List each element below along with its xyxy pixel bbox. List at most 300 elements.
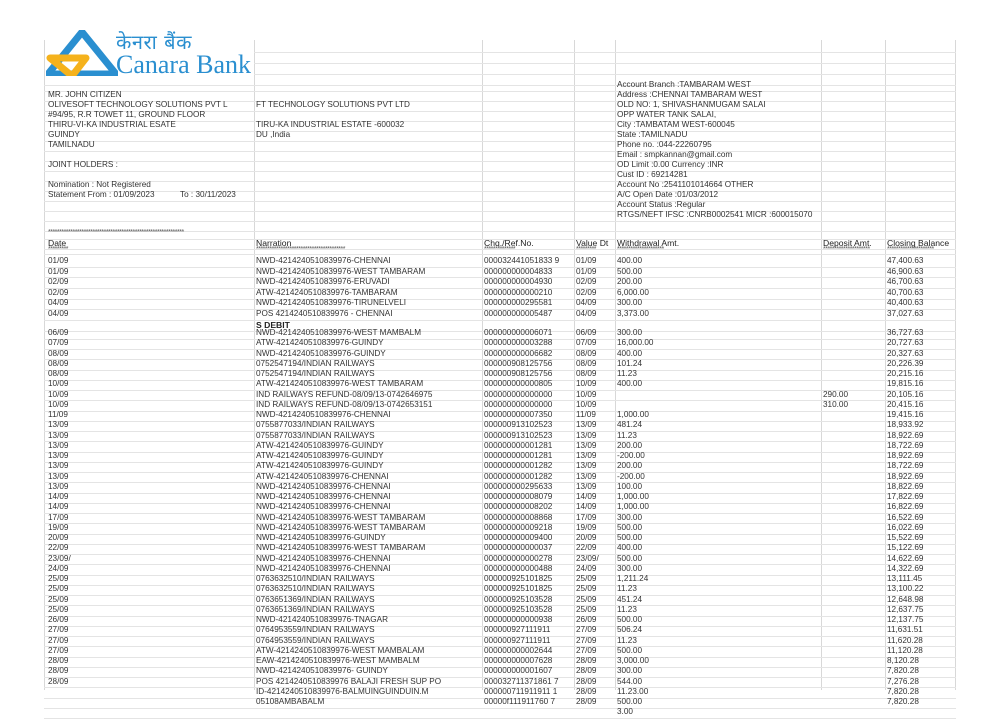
cell-chq-ref: 000000908125756 — [484, 369, 553, 378]
cell-chq-ref: 000000000000037 — [484, 543, 553, 553]
cell-date: 14/09 — [48, 492, 69, 501]
cell-value-date: 13/09 — [576, 430, 597, 440]
cell-narration: 05108AMBABALM — [256, 697, 325, 706]
cell-narration: 0763651369/INDIAN RAILWAYS — [256, 594, 375, 604]
cell-closing-balance: 36,727.63 — [887, 328, 924, 337]
cell-withdrawal: 3,000.00 — [617, 656, 649, 665]
cust-id: Cust ID : 69214281 — [617, 170, 688, 179]
cell-date: 04/09 — [48, 298, 69, 308]
cell-narration: NWD-4214240510839976-CHENNAI — [256, 502, 391, 512]
cell-closing-balance: 18,722.69 — [887, 461, 924, 471]
cell-withdrawal: 1,000.00 — [617, 492, 649, 501]
cell-closing-balance: 12,137.75 — [887, 615, 924, 624]
cell-narration: NWD-4214240510839976-GUINDY — [256, 348, 386, 358]
cell-closing-balance: 15,522.69 — [887, 533, 924, 542]
cell-withdrawal: 500.00 — [617, 697, 643, 706]
cell-narration: 0752547194/INDIAN RAILWAYS — [256, 369, 375, 378]
cell-chq-ref: 000000000001282 — [484, 461, 553, 471]
cell-value-date: 19/09 — [576, 522, 597, 532]
customer-address-line: THIRU-VI-KA INDUSTRIAL ESATE — [48, 120, 176, 129]
cell-value-date: 13/09 — [576, 481, 597, 491]
cell-chq-ref: 000000000009218 — [484, 522, 553, 532]
cell-withdrawal: 101.24 — [617, 358, 643, 368]
table-row — [44, 707, 956, 719]
statement-to: To : 30/11/2023 — [180, 190, 236, 199]
cell-chq-ref: 000032441051833 9 — [484, 256, 560, 265]
cell-date: 26/09 — [48, 615, 69, 624]
cell-withdrawal: 500.00 — [617, 645, 643, 655]
cell-value-date: 13/09 — [576, 471, 597, 481]
cell-narration: ATW-4214240510839976-WEST TAMBARAM — [256, 379, 424, 389]
cell-narration: NWD-4214240510839976-CHENNAI — [256, 492, 391, 501]
cell-chq-ref: 000000000001607 — [484, 666, 553, 676]
cell-value-date: 14/09 — [576, 492, 597, 501]
cell-withdrawal: 6,000.00 — [617, 287, 649, 297]
cell-withdrawal: 11.23.00 — [617, 686, 649, 696]
cell-closing-balance: 18,722.69 — [887, 440, 924, 450]
cell-value-date: 14/09 — [576, 502, 597, 512]
cell-value-date: 07/09 — [576, 338, 597, 348]
cell-date: 28/09 — [48, 676, 69, 686]
stars: ********************* — [887, 246, 934, 253]
cell-chq-ref: 000000913102523 — [484, 430, 553, 440]
cell-narration: ATW-4214240510839976-GUINDY — [256, 440, 384, 450]
cell-closing-balance: 20,727.63 — [887, 338, 924, 348]
customer-name: MR. JOHN CITIZEN — [48, 90, 122, 99]
cell-narration: 0763632510/INDIAN RAILWAYS — [256, 584, 375, 594]
cell-withdrawal: 500.00 — [617, 553, 643, 563]
cell-date: 08/09 — [48, 358, 69, 368]
cell-closing-balance: 18,922.69 — [887, 471, 924, 481]
cell-closing-balance: 18,822.69 — [887, 481, 924, 491]
cell-withdrawal: -200.00 — [617, 471, 645, 481]
cell-date: 14/09 — [48, 502, 69, 512]
account-status: Account Status :Regular — [617, 200, 706, 209]
cell-narration: ATW-4214240510839976-GUINDY — [256, 338, 384, 348]
cell-value-date: 08/09 — [576, 369, 597, 378]
col-withdrawal: Withdrawal Amt. — [617, 238, 680, 248]
cell-closing-balance: 40,400.63 — [887, 298, 924, 308]
cell-chq-ref: 000000000000488 — [484, 563, 553, 573]
cell-withdrawal: 11.23 — [617, 635, 637, 645]
cell-closing-balance: 13,100.22 — [887, 584, 924, 594]
cell-date: 01/09 — [48, 256, 69, 265]
statement-from: Statement From : 01/09/2023 — [48, 190, 155, 199]
cell-closing-balance: 13,111.45 — [887, 574, 923, 583]
cell-withdrawal: 11.23 — [617, 430, 637, 440]
cell-date: 06/09 — [48, 328, 69, 337]
cell-date: 28/09 — [48, 666, 69, 676]
cell-withdrawal: 400.00 — [617, 256, 643, 265]
cell-value-date: 08/09 — [576, 358, 597, 368]
cell-withdrawal: 500.00 — [617, 522, 643, 532]
cell-withdrawal: -200.00 — [617, 451, 645, 460]
cell-chq-ref: 000000000002644 — [484, 645, 553, 655]
col-date: Date — [48, 238, 67, 248]
cell-date: 04/09 — [48, 309, 69, 318]
cell-chq-ref: 000000908125756 — [484, 358, 553, 368]
cell-closing-balance: 12,637.75 — [887, 604, 924, 614]
cell-chq-ref: 000000000007350 — [484, 410, 553, 419]
cell-chq-ref: 000000000004833 — [484, 266, 553, 276]
cell-date: 10/09 — [48, 379, 69, 389]
cell-closing-balance: 46,700.63 — [887, 277, 924, 287]
cell-narration: 0764953559/INDIAN RAILWAYS — [256, 625, 375, 635]
cell-chq-ref: 000000000001281 — [484, 451, 553, 460]
cell-narration: NWD-4214240510839976-WEST TAMBARAM — [256, 512, 426, 522]
cell-value-date: 27/09 — [576, 635, 597, 645]
email: Email : smpkannan@gmail.com — [617, 150, 733, 159]
cell-closing-balance: 7,276.28 — [887, 676, 919, 686]
cell-withdrawal: 400.00 — [617, 543, 643, 553]
cell-withdrawal: 300.00 — [617, 328, 643, 337]
customer-address-alt: DU ,India — [256, 130, 291, 139]
cell-date: 13/09 — [48, 461, 69, 471]
cell-value-date: 02/09 — [576, 287, 597, 297]
cell-narration: IND RAILWAYS REFUND-08/09/13-0742646975 — [256, 389, 433, 399]
cell-chq-ref: 000000927111911 — [484, 625, 551, 635]
cell-date: 25/09 — [48, 574, 69, 583]
customer-address-line: OLIVESOFT TECHNOLOGY SOLUTIONS PVT L — [48, 100, 228, 109]
cell-narration: NWD-4214240510839976- GUINDY — [256, 666, 388, 676]
cell-chq-ref: 000000000005487 — [484, 309, 553, 318]
cell-value-date: 10/09 — [576, 399, 597, 409]
cell-narration: NWD-4214240510839976-GUINDY — [256, 533, 386, 542]
cell-date: 23/09/ — [48, 553, 71, 563]
cell-closing-balance: 7,820.28 — [887, 697, 919, 706]
cell-chq-ref: 000000925101825 — [484, 584, 553, 594]
branch-city: City :TAMBATAM WEST-600045 — [617, 120, 735, 129]
cell-narration: POS 4214240510839976 - CHENNAI — [256, 309, 393, 318]
cell-value-date: 27/09 — [576, 625, 597, 635]
cell-chq-ref: 000000000009400 — [484, 533, 553, 542]
cell-date: 07/09 — [48, 338, 69, 348]
cell-closing-balance: 14,322.69 — [887, 563, 924, 573]
col-closing-balance: Closing Balance — [887, 238, 950, 248]
cell-withdrawal: 11.23 — [617, 369, 637, 378]
cell-value-date: 20/09 — [576, 533, 597, 542]
col-narration: Narration — [256, 238, 292, 248]
cell-narration: NWD-4214240510839976-CHENNAI — [256, 410, 391, 419]
account-branch: Account Branch :TAMBARAM WEST — [617, 80, 752, 89]
cell-narration: NWD-4214240510839976-WEST TAMBARAM — [256, 522, 426, 532]
cell-withdrawal: 481.24 — [617, 420, 643, 430]
cell-chq-ref: 000000925103528 — [484, 594, 553, 604]
ifsc-micr: RTGS/NEFT IFSC :CNRB0002541 MICR :600015070 — [617, 210, 813, 219]
cell-withdrawal: 451.24 — [617, 594, 643, 604]
cell-withdrawal: 200.00 — [617, 277, 643, 287]
cell-value-date: 04/09 — [576, 309, 597, 318]
cell-narration: ATW-4214240510839976-WEST MAMBALAM — [256, 645, 425, 655]
cell-withdrawal: 506.24 — [617, 625, 643, 635]
cell-date: 10/09 — [48, 389, 69, 399]
cell-narration: NWD-4214240510839976-WEST TAMBARAM — [256, 266, 426, 276]
cell-date: 22/09 — [48, 543, 69, 553]
cell-withdrawal: 1,000.00 — [617, 410, 649, 419]
cell-closing-balance: 11,631.51 — [887, 625, 923, 635]
cell-narration: 0763632510/INDIAN RAILWAYS — [256, 574, 375, 583]
cell-date: 13/09 — [48, 481, 69, 491]
cell-date: 27/09 — [48, 645, 69, 655]
account-number: Account No :2541101014664 OTHER — [617, 180, 754, 189]
cell-value-date: 06/09 — [576, 328, 597, 337]
cell-value-date: 25/09 — [576, 584, 597, 594]
cell-date: 17/09 — [48, 512, 69, 522]
cell-value-date: 13/09 — [576, 440, 597, 450]
customer-address-alt: TIRU-KA INDUSTRIAL ESTATE -600032 — [256, 120, 405, 129]
cell-narration: NWD-4214240510839976-CHENNAI — [256, 481, 391, 491]
branch-address: Address :CHENNAI TAMBARAM WEST — [617, 90, 763, 99]
cell-date: 25/09 — [48, 584, 69, 594]
cell-withdrawal: 400.00 — [617, 379, 643, 389]
cell-closing-balance: 7,820.28 — [887, 686, 919, 696]
cell-chq-ref: 000000711911911 1 — [484, 686, 558, 696]
cell-withdrawal: 300.00 — [617, 298, 643, 308]
cell-narration: 0755877033/INDIAN RAILWAYS — [256, 430, 375, 440]
cell-date: 02/09 — [48, 287, 69, 297]
cell-closing-balance: 11,620.28 — [887, 635, 923, 645]
branch-address-line: OLD NO: 1, SHIVASHANMUGAM SALAI — [617, 100, 766, 109]
od-limit-currency: OD Limit :0.00 Currency :INR — [617, 160, 724, 169]
cell-narration: ID-4214240510839976-BALMUINGUINDUIN.M — [256, 686, 429, 696]
cell-narration: 0764953559/INDIAN RAILWAYS — [256, 635, 375, 645]
cell-deposit: 290.00 — [823, 389, 849, 399]
cell-date: 25/09 — [48, 604, 69, 614]
stars: **************************************** — [256, 246, 345, 253]
cell-chq-ref: 000000000008868 — [484, 512, 553, 522]
cell-narration: NWD-4214240510839976-WEST TAMBARAM — [256, 543, 426, 553]
cell-narration: NWD-4214240510839976-WEST MAMBALM — [256, 328, 422, 337]
cell-withdrawal: 11.23 — [617, 584, 637, 594]
cell-narration: 0752547194/INDIAN RAILWAYS — [256, 358, 375, 368]
col-value-date: Value Dt — [576, 238, 609, 248]
cell-chq-ref: 000000000000000 — [484, 389, 553, 399]
cell-closing-balance: 20,415.16 — [887, 399, 924, 409]
cell-date: 13/09 — [48, 471, 69, 481]
nomination: Nomination : Not Registered — [48, 180, 151, 189]
cell-narration: NWD-4214240510839976-TIRUNELVELI — [256, 298, 407, 308]
cell-value-date: 26/09 — [576, 615, 597, 624]
cell-chq-ref: 000000000007628 — [484, 656, 553, 665]
cell-narration: ATW-4214240510839976-GUINDY — [256, 461, 384, 471]
cell-value-date: 28/09 — [576, 697, 597, 706]
cell-value-date: 04/09 — [576, 298, 597, 308]
cell-chq-ref: 000000000003288 — [484, 338, 553, 348]
cell-narration: ATW-4214240510839976-CHENNAI — [256, 471, 389, 481]
cell-withdrawal: 544.00 — [617, 676, 643, 686]
cell-withdrawal: 500.00 — [617, 533, 643, 542]
cell-value-date: 28/09 — [576, 676, 597, 686]
ac-open-date: A/C Open Date :01/03/2012 — [617, 190, 719, 199]
cell-value-date: 25/09 — [576, 604, 597, 614]
cell-value-date: 08/09 — [576, 348, 597, 358]
cell-value-date: 28/09 — [576, 656, 597, 665]
cell-withdrawal: 500.00 — [617, 615, 643, 624]
cell-chq-ref: 000000000004930 — [484, 277, 553, 287]
cell-value-date: 17/09 — [576, 512, 597, 522]
cell-value-date: 11/09 — [576, 410, 596, 419]
cell-closing-balance: 11,120.28 — [887, 645, 923, 655]
cell-narration: NWD-4214240510839976-ERUVADI — [256, 277, 390, 287]
cell-value-date: 13/09 — [576, 420, 597, 430]
cell-withdrawal: 500.00 — [617, 266, 643, 276]
cell-chq-ref: 000000000006682 — [484, 348, 553, 358]
cell-date: 08/09 — [48, 348, 69, 358]
customer-address-alt: FT TECHNOLOGY SOLUTIONS PVT LTD — [256, 100, 410, 109]
col-chq-ref: Chq./Ref.No. — [484, 238, 534, 248]
cell-chq-ref: 000000000001282 — [484, 471, 553, 481]
cell-withdrawal: 1,000.00 — [617, 502, 649, 512]
cell-value-date: 25/09 — [576, 594, 597, 604]
customer-address-line: TAMILNADU — [48, 140, 95, 149]
cell-chq-ref: 000000000000210 — [484, 287, 553, 297]
cell-closing-balance: 19,415.16 — [887, 410, 924, 419]
cell-narration: NWD-4214240510839976-TNAGAR — [256, 615, 388, 624]
cell-narration: EAW-4214240510839976-WEST MAMBALM — [256, 656, 420, 665]
cell-chq-ref: 000032711371861 7 — [484, 676, 559, 686]
cell-date: 11/09 — [48, 410, 68, 419]
cell-withdrawal: 300.00 — [617, 563, 643, 573]
cell-closing-balance: 19,815.16 — [887, 379, 924, 389]
cell-value-date: 13/09 — [576, 461, 597, 471]
cell-value-date: 13/09 — [576, 451, 597, 460]
cell-date: 28/09 — [48, 656, 69, 665]
cell-date: 27/09 — [48, 635, 69, 645]
cell-date: 13/09 — [48, 430, 69, 440]
cell-closing-balance: 40,700.63 — [887, 287, 924, 297]
cell-chq-ref: 00000f111911760 7 — [484, 697, 556, 706]
cell-deposit: 310.00 — [823, 399, 849, 409]
stars: ********* — [576, 246, 597, 253]
header-stars-row — [44, 246, 956, 255]
cell-closing-balance: 18,933.92 — [887, 420, 924, 430]
cell-withdrawal: 3.00 — [617, 707, 633, 717]
cell-chq-ref: 000000000295581 — [484, 298, 553, 308]
cell-withdrawal: 100.00 — [617, 481, 643, 491]
cell-chq-ref: 000000000000938 — [484, 615, 553, 624]
cell-chq-ref: 000000000008079 — [484, 492, 553, 501]
cell-withdrawal: 1,211.24 — [617, 574, 649, 583]
canara-triangle-icon — [46, 30, 118, 76]
cell-closing-balance: 8,120.28 — [887, 656, 919, 665]
cell-value-date: 02/09 — [576, 277, 597, 287]
cell-value-date: 28/09 — [576, 686, 597, 696]
cell-value-date: 01/09 — [576, 256, 597, 265]
cell-closing-balance: 18,922.69 — [887, 451, 924, 460]
cell-closing-balance: 12,648.98 — [887, 594, 924, 604]
cell-chq-ref: 000000913102523 — [484, 420, 553, 430]
cell-narration: NWD-4214240510839976-CHENNAI — [256, 553, 391, 563]
stars: ********************* — [617, 246, 664, 253]
cell-date: 19/09 — [48, 522, 69, 532]
cell-value-date: 01/09 — [576, 266, 597, 276]
cell-narration: IND RAILWAYS REFUND-08/09/13-0742653151 — [256, 399, 433, 409]
cell-value-date: 25/09 — [576, 574, 597, 583]
cell-withdrawal: 200.00 — [617, 440, 643, 450]
joint-holders: JOINT HOLDERS : — [48, 160, 118, 169]
cell-chq-ref: 000000925101825 — [484, 574, 553, 583]
cell-narration: NWD-4214240510839976-CHENNAI — [256, 256, 391, 265]
cell-value-date: 10/09 — [576, 389, 597, 399]
cell-closing-balance: 20,215.16 — [887, 369, 924, 378]
cell-closing-balance: 7,820.28 — [887, 666, 919, 676]
cell-date: 27/09 — [48, 625, 69, 635]
cell-narration: 0763651369/INDIAN RAILWAYS — [256, 604, 375, 614]
cell-date: 10/09 — [48, 399, 69, 409]
branch-state: State :TAMILNADU — [617, 130, 688, 139]
cell-closing-balance: 15,122.69 — [887, 543, 924, 553]
cell-chq-ref: 000000000008202 — [484, 502, 553, 512]
cell-closing-balance: 17,822.69 — [887, 492, 924, 501]
branch-phone: Phone no. :044-22260795 — [617, 140, 712, 149]
cell-closing-balance: 37,027.63 — [887, 309, 924, 318]
cell-closing-balance: 20,226.39 — [887, 358, 924, 368]
cell-withdrawal: 200.00 — [617, 461, 643, 471]
cell-withdrawal: 3,373.00 — [617, 309, 649, 318]
cell-narration: 0755877033/INDIAN RAILWAYS — [256, 420, 375, 430]
cell-closing-balance: 16,522.69 — [887, 512, 924, 522]
cell-narration: ATW-4214240510839976-TAMBARAM — [256, 287, 398, 297]
cell-closing-balance: 16,822.69 — [887, 502, 924, 512]
cell-withdrawal: 11.23 — [617, 604, 637, 614]
cell-closing-balance: 16,022.69 — [887, 522, 924, 532]
cell-date: 02/09 — [48, 277, 69, 287]
cell-chq-ref: 000000927111911 — [484, 635, 551, 645]
bank-name-english: Canara Bank — [116, 50, 252, 79]
cell-withdrawal: 300.00 — [617, 512, 643, 522]
cell-closing-balance: 14,622.69 — [887, 553, 924, 563]
cell-closing-balance: 18,922.69 — [887, 430, 924, 440]
cell-date: 25/09 — [48, 594, 69, 604]
cell-date: 24/09 — [48, 563, 69, 573]
customer-address-line: GUINDY — [48, 130, 80, 139]
cell-chq-ref: 000000000000000 — [484, 399, 553, 409]
cell-chq-ref: 000000000000278 — [484, 553, 553, 563]
cell-chq-ref: 000000925103528 — [484, 604, 553, 614]
cell-chq-ref: 000000000295633 — [484, 481, 553, 491]
cell-value-date: 27/09 — [576, 645, 597, 655]
stars: ********* — [48, 246, 69, 253]
stars: ********************* — [823, 246, 870, 253]
cell-date: 13/09 — [48, 420, 69, 430]
cell-withdrawal: 16,000.00 — [617, 338, 654, 348]
cell-closing-balance: 46,900.63 — [887, 266, 924, 276]
cell-narration: POS 4214240510839976 BALAJI FRESH SUP PO — [256, 676, 442, 686]
cell-date: 13/09 — [48, 451, 69, 460]
cell-closing-balance: 20,105.16 — [887, 389, 924, 399]
cell-value-date: 22/09 — [576, 543, 597, 553]
cell-date: 01/09 — [48, 266, 69, 276]
canara-bank-logo — [46, 28, 261, 80]
cell-date: 20/09 — [48, 533, 69, 542]
separator-stars: ************************************************************* — [48, 229, 184, 236]
cell-value-date: 28/09 — [576, 666, 597, 676]
cell-withdrawal: 300.00 — [617, 666, 643, 676]
cell-value-date: 10/09 — [576, 379, 597, 389]
cell-chq-ref: 000000000000805 — [484, 379, 553, 389]
cell-value-date: 23/09/ — [576, 553, 599, 563]
stars: ************** — [484, 246, 516, 253]
cell-value-date: 24/09 — [576, 563, 597, 573]
customer-address-line: #94/95, R.R TOWET 11, GROUND FLOOR — [48, 110, 206, 119]
cell-narration: ATW-4214240510839976-GUINDY — [256, 451, 384, 460]
col-deposit: Deposit Amt. — [823, 238, 872, 248]
section-label: S DEBIT — [256, 320, 290, 330]
cell-date: 13/09 — [48, 440, 69, 450]
cell-chq-ref: 000000000001281 — [484, 440, 553, 450]
cell-date: 08/09 — [48, 369, 69, 378]
cell-narration: NWD-4214240510839976-CHENNAI — [256, 563, 391, 573]
